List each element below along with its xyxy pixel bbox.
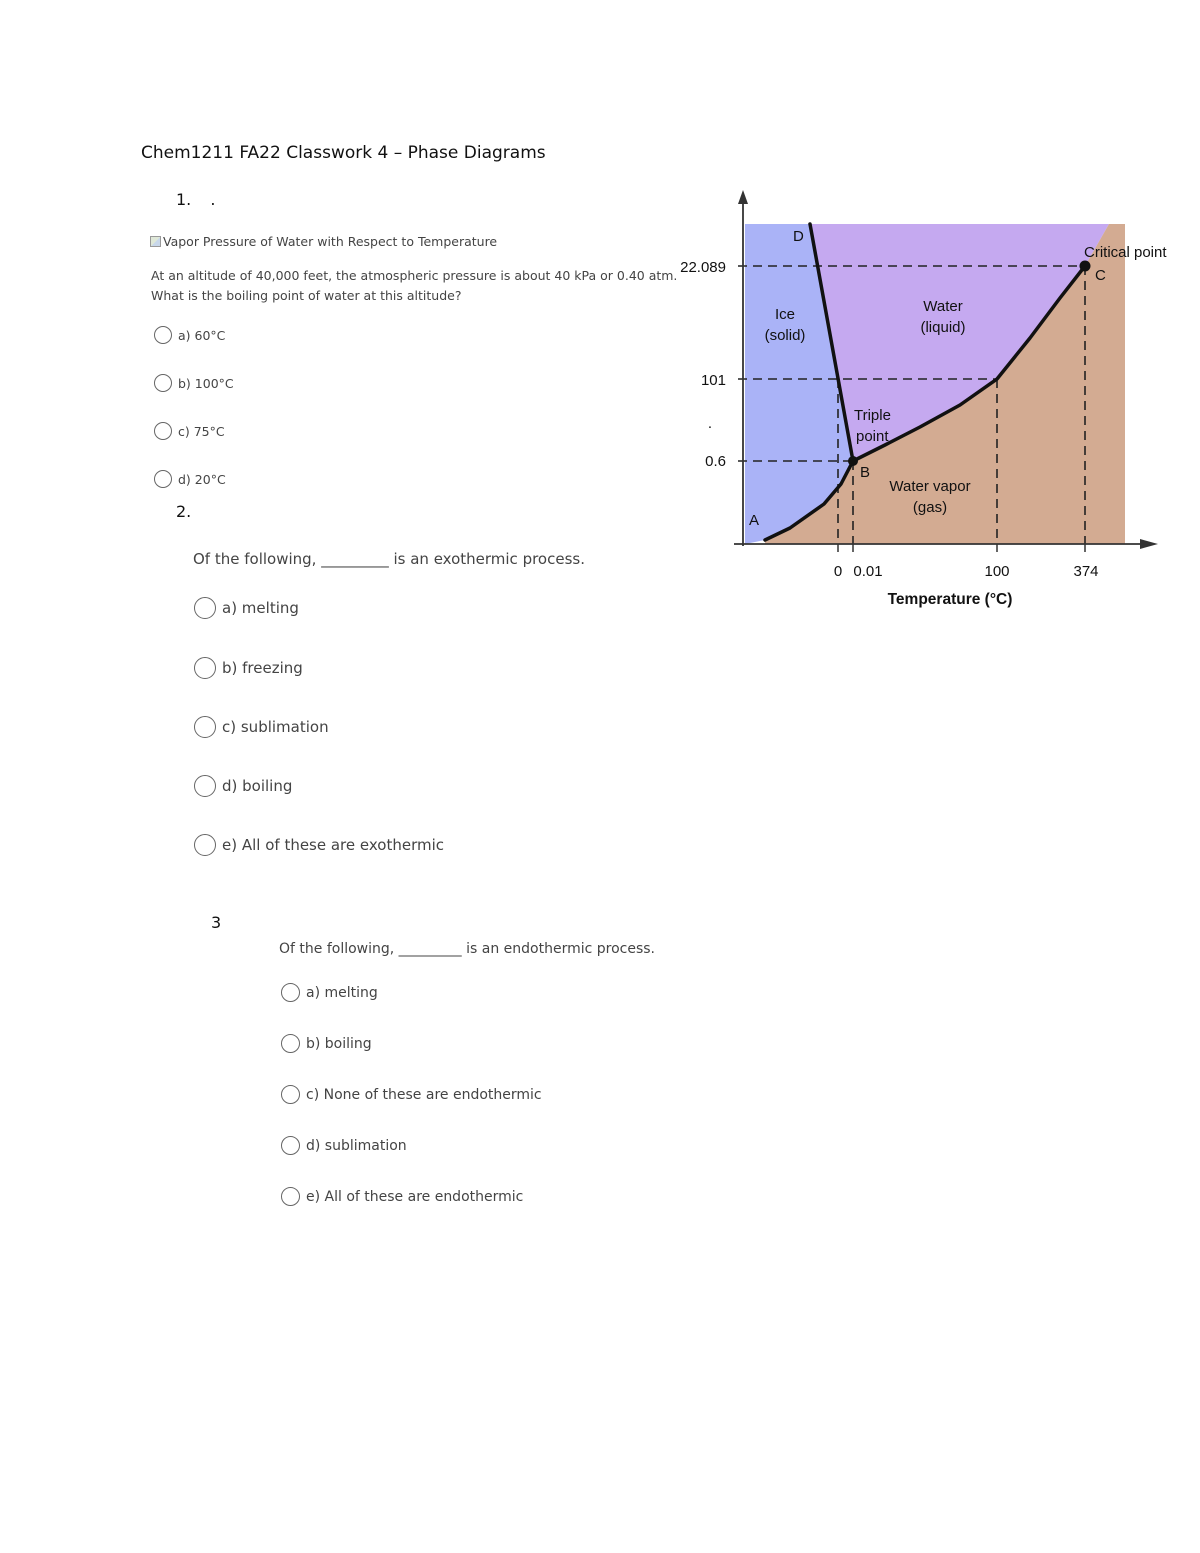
radio-button[interactable]	[154, 374, 172, 392]
question-1-number	[176, 190, 215, 209]
question-1-number-suffix: .	[210, 190, 216, 209]
page-title: Chem1211 FA22 Classwork 4 – Phase Diagrams	[141, 143, 546, 163]
q2-option-a[interactable]	[194, 597, 299, 619]
broken-image-icon	[150, 236, 161, 247]
option-label: b) 100°C	[178, 375, 234, 391]
x-tick-label: 100	[984, 563, 1010, 580]
y-tick-label: .	[707, 415, 712, 432]
triple-point-marker	[848, 456, 858, 466]
critical-point-label: Critical point	[1084, 244, 1167, 261]
option-label: b) boiling	[306, 1035, 372, 1052]
option-label: c) sublimation	[222, 718, 329, 736]
option-label: b) freezing	[222, 659, 303, 677]
q3-option-e[interactable]	[281, 1187, 523, 1206]
point-label-d: D	[793, 228, 804, 245]
q3-option-c[interactable]	[281, 1085, 542, 1104]
radio-button[interactable]	[154, 326, 172, 344]
option-label: a) 60°C	[178, 327, 226, 343]
question-1-text-line1: At an altitude of 40,000 feet, the atmospheric pressure is about 40 kPa or 0.40 atm.	[151, 268, 678, 283]
solid-region-label: (solid)	[764, 327, 806, 344]
critical-point-marker	[1080, 261, 1091, 272]
x-tick-label: 374	[1073, 563, 1099, 580]
q1-option-d[interactable]	[154, 470, 226, 488]
option-label: d) boiling	[222, 777, 293, 795]
x-tick-label: 0	[833, 563, 843, 580]
question-1-text-line2: What is the boiling point of water at this altitude?	[151, 288, 462, 303]
question-1-number-label: 1.	[176, 190, 192, 209]
image-alt-text: Vapor Pressure of Water with Respect to Temperature	[163, 234, 498, 249]
option-label: a) melting	[222, 599, 299, 617]
radio-button[interactable]	[281, 1136, 300, 1155]
phase-diagram	[660, 180, 1190, 620]
radio-button[interactable]	[281, 1187, 300, 1206]
question-2-number: 2.	[176, 502, 192, 521]
x-axis-arrow-icon	[1140, 539, 1158, 549]
option-label: d) sublimation	[306, 1137, 407, 1154]
option-label: c) 75°C	[178, 423, 225, 439]
option-label: c) None of these are endothermic	[306, 1086, 542, 1103]
x-ticks	[838, 544, 1085, 552]
x-tick-label: 0.01	[853, 563, 883, 580]
radio-button[interactable]	[154, 470, 172, 488]
triple-point-label: Triple	[854, 407, 891, 424]
liquid-region-label: (liquid)	[920, 319, 966, 336]
y-tick-label: 22.089	[680, 259, 726, 276]
y-axis-arrow-icon	[738, 190, 748, 204]
option-label: e) All of these are exothermic	[222, 836, 444, 854]
radio-button[interactable]	[194, 834, 216, 856]
q1-option-c[interactable]	[154, 422, 225, 440]
option-label: e) All of these are endothermic	[306, 1188, 524, 1205]
option-label: a) melting	[306, 984, 378, 1001]
point-label-b: B	[860, 464, 871, 481]
radio-button[interactable]	[194, 657, 216, 679]
y-tick-label: 0.6	[705, 453, 726, 470]
radio-button[interactable]	[154, 422, 172, 440]
gas-region-label: Water vapor	[889, 478, 971, 495]
broken-image-placeholder	[150, 234, 497, 249]
q1-option-b[interactable]	[154, 374, 234, 392]
question-3-number: 3	[211, 913, 222, 932]
q3-option-d[interactable]	[281, 1136, 407, 1155]
point-label-a: A	[749, 512, 760, 529]
triple-point-label: point	[856, 428, 889, 445]
option-label: d) 20°C	[178, 471, 226, 487]
radio-button[interactable]	[194, 775, 216, 797]
question-3-text: Of the following, _________ is an endothermic process.	[279, 941, 655, 957]
radio-button[interactable]	[194, 597, 216, 619]
y-tick-label: 101	[700, 372, 726, 389]
question-2-text: Of the following, _________ is an exothermic process.	[193, 550, 585, 568]
x-axis-label: Temperature (°C)	[887, 591, 1013, 608]
radio-button[interactable]	[281, 1034, 300, 1053]
q3-option-b[interactable]	[281, 1034, 372, 1053]
radio-button[interactable]	[194, 716, 216, 738]
q1-option-a[interactable]	[154, 326, 225, 344]
q2-option-b[interactable]	[194, 657, 303, 679]
q2-option-e[interactable]	[194, 834, 444, 856]
liquid-region-label: Water	[923, 298, 963, 315]
q2-option-c[interactable]	[194, 716, 329, 738]
point-label-c: C	[1095, 267, 1106, 284]
gas-region-label: (gas)	[912, 499, 948, 516]
radio-button[interactable]	[281, 983, 300, 1002]
radio-button[interactable]	[281, 1085, 300, 1104]
q3-option-a[interactable]	[281, 983, 378, 1002]
solid-region-label: Ice	[774, 306, 796, 323]
q2-option-d[interactable]	[194, 775, 292, 797]
